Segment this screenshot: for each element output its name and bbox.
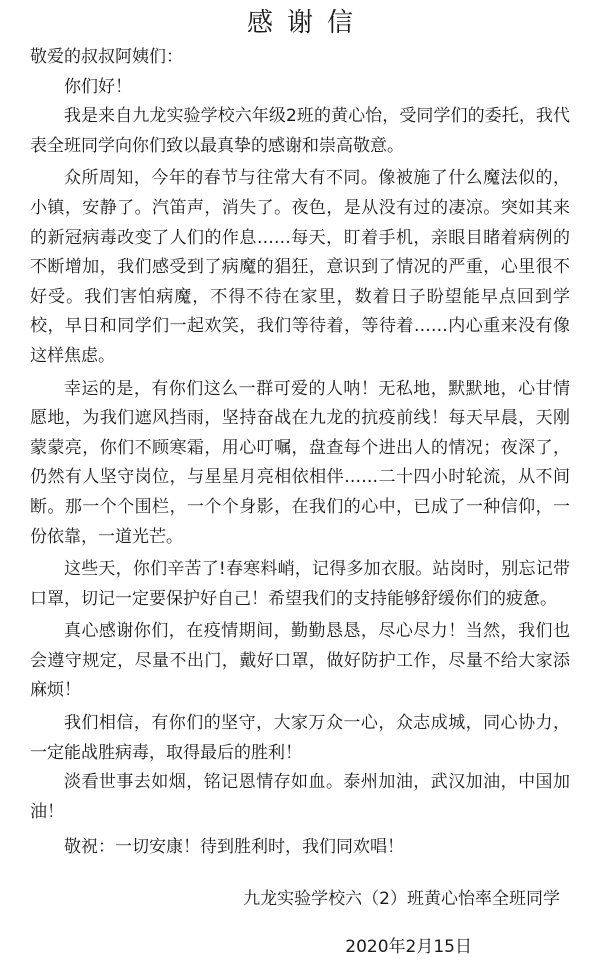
- closing-wishes: 敬祝：一切安康！待到胜利时，我们同欢唱！: [64, 837, 404, 858]
- paragraph-greeting: 你们好！: [64, 76, 132, 97]
- letter-date: 2020年2月15日: [345, 936, 472, 957]
- paragraph-slogan: 淡看世事去如烟，铭记恩情存如血。泰州加油，武汉加油，中国加油！: [30, 772, 570, 822]
- paragraph-introduction: 我是来自九龙实验学校六年级2班的黄心怡，受同学们的委托，我代表全班同学向你们致以最真挚的感谢和崇高敬意。: [30, 106, 570, 156]
- paragraph-confidence: 我们相信，有你们的坚守，大家万众一心，众志成城，同心协力，一定能战胜病毒，取得最后的胜利！: [30, 713, 570, 763]
- signature: 九龙实验学校六（2）班黄心怡率全班同学: [243, 889, 560, 910]
- salutation: 敬爱的叔叔阿姨们：: [30, 47, 183, 67]
- letter-title: 感谢信: [246, 8, 367, 38]
- paragraph-care-wishes: 这些天，你们辛苦了!春寒料峭，记得多加衣服。站岗时，别忘记带口罩，切记一定要保护好自己！希望我们的支持能够舒缓你们的疲惫。: [30, 559, 570, 609]
- paragraph-spring-festival: 众所周知，今年的春节与往常大有不同。像被施了什么魔法似的，小镇，安静了。汽笛声，消失了。夜色，是从没有过的凄凉。突如其来的新冠病毒改变了人们的作息……每天，盯着手机，亲眼目睹着病例的不断增加，我们感受到了病魔的猖狂，意识到了情况的严重，心里很不好受。我们害怕病魔，不得不待在家里，数着日子盼望能早点回到学校，早日和同学们一起欢笑，我们等待着，等待着……内心重来没有像这样焦虑。: [30, 168, 570, 366]
- paragraph-gratitude: 真心感谢你们，在疫情期间，勤勤恳恳，尽心尽力！当然，我们也会遵守规定，尽量不出门，戴好口罩，做好防护工作，尽量不给大家添麻烦！: [30, 621, 570, 701]
- paragraph-frontline-workers: 幸运的是，有你们这么一群可爱的人呐！无私地，默默地，心甘情愿地，为我们遮风挡雨，坚持奋战在九龙的抗疫前线！每天早晨，天刚蒙蒙亮，你们不顾寒霜，用心叮嘱，盘查每个进出人的情况；夜深了，仍然有人坚守岗位，与星星月亮相依相伴……二十四小时轮流，从不间断。那一个个围栏，一个个身影，在我们的心中，已成了一种信仰，一份依靠，一道光芒。: [30, 378, 570, 547]
